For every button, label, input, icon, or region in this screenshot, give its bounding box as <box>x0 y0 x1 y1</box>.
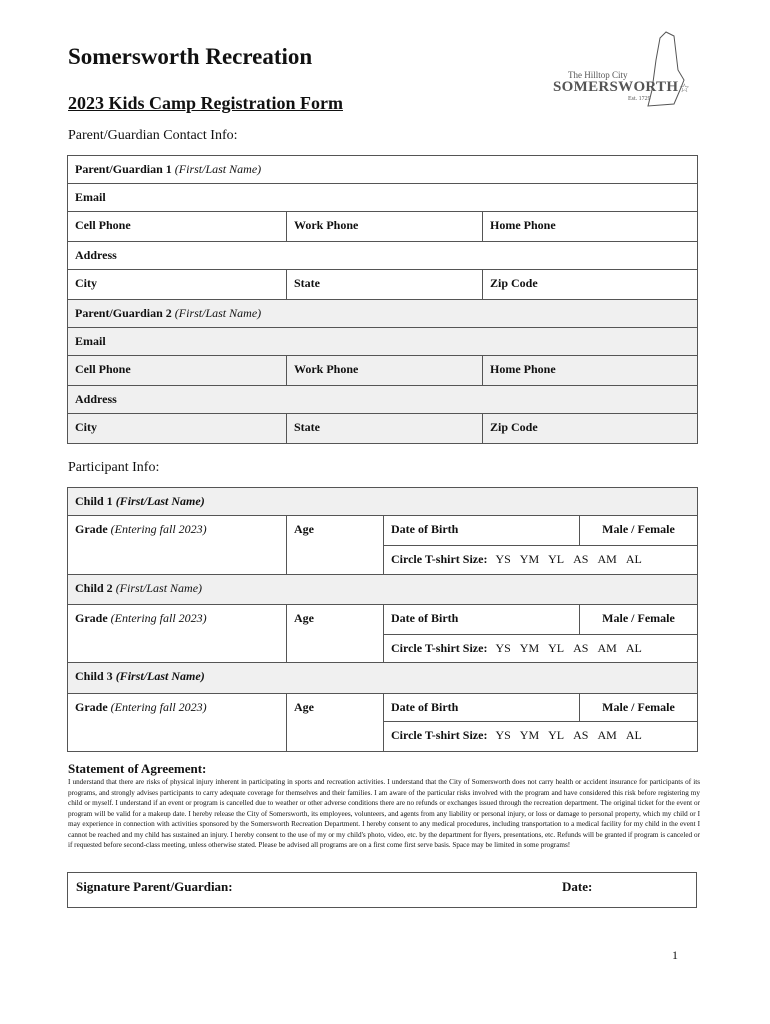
guardian1-name-label: Parent/Guardian 1 <box>75 162 172 176</box>
child2-grade-hint: (Entering fall 2023) <box>110 611 207 625</box>
guardian2-name-hint: (First/Last Name) <box>174 306 262 320</box>
guardian2-state-field[interactable] <box>287 414 483 444</box>
child1-grade-label: Grade <box>75 522 108 536</box>
child2-tshirt-field[interactable] <box>384 635 698 663</box>
child1-tshirt-label: Circle T-shirt Size: <box>391 552 488 566</box>
guardian1-home-field[interactable] <box>483 212 698 242</box>
child1-size-ym[interactable]: YM <box>519 552 540 566</box>
child2-age-field[interactable] <box>287 605 384 663</box>
guardian1-address-label: Address <box>75 248 117 262</box>
guardian2-cell-label: Cell Phone <box>75 362 131 376</box>
guardian2-city-field[interactable] <box>68 414 287 444</box>
child3-size-ys[interactable]: YS <box>495 728 511 742</box>
child3-age-label: Age <box>294 700 314 714</box>
logo-established: Est. 1729 <box>628 96 651 102</box>
guardian2-cell-field[interactable] <box>68 356 287 386</box>
form-title: 2023 Kids Camp Registration Form <box>68 93 343 113</box>
child3-grade-label: Grade <box>75 700 108 714</box>
guardian2-zip-label: Zip Code <box>490 420 538 434</box>
guardian2-city-label: City <box>75 420 97 434</box>
child2-name-field[interactable] <box>68 575 698 605</box>
guardian1-state-field[interactable] <box>287 270 483 300</box>
child2-gender-field[interactable] <box>580 605 698 635</box>
guardian1-city-field[interactable] <box>68 270 287 300</box>
child2-grade-field[interactable] <box>68 605 287 663</box>
child1-gender-field[interactable] <box>580 516 698 546</box>
child1-age-field[interactable] <box>287 516 384 575</box>
guardian1-home-label: Home Phone <box>490 218 556 232</box>
child2-size-ys[interactable]: YS <box>495 641 511 655</box>
agreement-title: Statement of Agreement: <box>68 761 207 776</box>
signature-field[interactable] <box>67 872 697 908</box>
guardian2-address-label: Address <box>75 392 117 406</box>
child3-name-label: Child 3 <box>75 669 113 683</box>
guardian2-name-label: Parent/Guardian 2 <box>75 306 172 320</box>
guardian1-address-field[interactable] <box>68 242 698 270</box>
child2-name-label: Child 2 <box>75 581 113 595</box>
guardian2-zip-field[interactable] <box>483 414 698 444</box>
guardian1-city-label: City <box>75 276 97 290</box>
child1-dob-field[interactable] <box>384 516 580 546</box>
child1-size-ys[interactable]: YS <box>495 552 511 566</box>
child3-gender-field[interactable] <box>580 694 698 722</box>
guardian2-state-label: State <box>294 420 320 434</box>
child2-size-al[interactable]: AL <box>625 641 642 655</box>
child2-tshirt-label: Circle T-shirt Size: <box>391 641 488 655</box>
page-number: 1 <box>672 948 678 962</box>
guardian2-email-label: Email <box>75 334 106 348</box>
child1-dob-label: Date of Birth <box>391 522 459 536</box>
guardian1-name-field[interactable] <box>68 156 698 184</box>
child3-grade-hint: (Entering fall 2023) <box>110 700 207 714</box>
star-icon: ☆ <box>679 81 690 95</box>
child3-age-field[interactable] <box>287 694 384 752</box>
logo-tagline: The Hilltop City <box>568 70 628 80</box>
guardian1-email-field[interactable] <box>68 184 698 212</box>
logo-wordmark: SOMERSWORTH <box>553 79 679 95</box>
child1-name-hint: (First/Last Name) <box>115 494 205 508</box>
child1-size-as[interactable]: AS <box>573 552 589 566</box>
guardian1-zip-field[interactable] <box>483 270 698 300</box>
child2-dob-field[interactable] <box>384 605 580 635</box>
signature-label: Signature Parent/Guardian: <box>76 879 233 894</box>
child1-age-label: Age <box>294 522 314 536</box>
guardian-table <box>67 155 698 444</box>
child3-size-ym[interactable]: YM <box>519 728 540 742</box>
child3-tshirt-label: Circle T-shirt Size: <box>391 728 488 742</box>
participant-table <box>67 487 698 752</box>
guardian1-email-label: Email <box>75 190 106 204</box>
date-label: Date: <box>562 879 593 894</box>
child1-name-label: Child 1 <box>75 494 113 508</box>
guardian1-name-hint: (First/Last Name) <box>174 162 262 176</box>
child3-dob-label: Date of Birth <box>391 700 459 714</box>
child2-gender-label: Male / Female <box>602 611 675 625</box>
child3-grade-field[interactable] <box>68 694 287 752</box>
guardian1-cell-field[interactable] <box>68 212 287 242</box>
child1-gender-label: Male / Female <box>602 522 675 536</box>
child1-name-field[interactable] <box>68 488 698 516</box>
guardian1-zip-label: Zip Code <box>490 276 538 290</box>
child2-size-as[interactable]: AS <box>573 641 589 655</box>
guardian2-work-label: Work Phone <box>294 362 359 376</box>
child3-dob-field[interactable] <box>384 694 580 722</box>
guardian2-name-field[interactable] <box>68 300 698 328</box>
participant-section-label: Participant Info: <box>68 460 160 475</box>
page-title: Somersworth Recreation <box>68 44 313 69</box>
guardian2-email-field[interactable] <box>68 328 698 356</box>
child1-grade-field[interactable] <box>68 516 287 575</box>
child3-name-hint: (First/Last Name) <box>115 669 205 683</box>
child3-tshirt-field[interactable] <box>384 722 698 752</box>
guardian2-address-field[interactable] <box>68 386 698 414</box>
child3-size-yl[interactable]: YL <box>548 728 565 742</box>
child1-size-yl[interactable]: YL <box>548 552 565 566</box>
child3-size-am[interactable]: AM <box>597 728 617 742</box>
guardian1-work-field[interactable] <box>287 212 483 242</box>
city-logo <box>548 30 698 110</box>
agreement-text: I understand that there are risks of physical injury inherent in participating in sports and recreation activities. I understand that the City of Somersworth does not carry health or accident insurance for participants of its programs, and strongly advises participants to carry adequate coverage for themselves and their families. I am aware of the particular risks involved with the program and have considered this risk before registering my child or myself. I understand if an event or program is cancelled due to weather or other adverse conditions there are no refunds or exchanges issued through the recreation department. The original ticket for the event or program will be valid for a makeup date. I hereby release the City of Somersworth, its employees, volunteers, and agents from any liability or personal injury, or loss or damage to personal property, which my child or I may experience in connection with activities sponsored by the Somersworth Recreation Department. I hereby consent to any medical procedures, including transportation to a medical facility for my child in the event I cannot be reached and my child has sustained an injury. I hereby consent to the use of my or my child's photo, video, etc. by the department for flyers, presentations, etc. Refunds will be granted if program is canceled or if requested before second-class meeting, unless otherwise stated. Please be advised all programs are on a first come first serve basis. Space may be limited in some programs! <box>68 778 700 849</box>
child3-size-as[interactable]: AS <box>573 728 589 742</box>
guardian2-home-field[interactable] <box>483 356 698 386</box>
guardian2-work-field[interactable] <box>287 356 483 386</box>
child1-tshirt-field[interactable] <box>384 546 698 575</box>
child1-size-al[interactable]: AL <box>625 552 642 566</box>
contact-section-label: Parent/Guardian Contact Info: <box>68 128 238 143</box>
child2-size-yl[interactable]: YL <box>548 641 565 655</box>
child2-grade-label: Grade <box>75 611 108 625</box>
child2-age-label: Age <box>294 611 314 625</box>
guardian1-work-label: Work Phone <box>294 218 359 232</box>
child1-grade-hint: (Entering fall 2023) <box>110 522 207 536</box>
child2-size-am[interactable]: AM <box>597 641 617 655</box>
child2-dob-label: Date of Birth <box>391 611 459 625</box>
guardian1-cell-label: Cell Phone <box>75 218 131 232</box>
child3-size-al[interactable]: AL <box>625 728 642 742</box>
child3-gender-label: Male / Female <box>602 700 675 714</box>
child1-size-am[interactable]: AM <box>597 552 617 566</box>
child2-size-ym[interactable]: YM <box>519 641 540 655</box>
child2-name-hint: (First/Last Name) <box>115 581 203 595</box>
guardian2-home-label: Home Phone <box>490 362 556 376</box>
guardian1-state-label: State <box>294 276 320 290</box>
child3-name-field[interactable] <box>68 663 698 694</box>
